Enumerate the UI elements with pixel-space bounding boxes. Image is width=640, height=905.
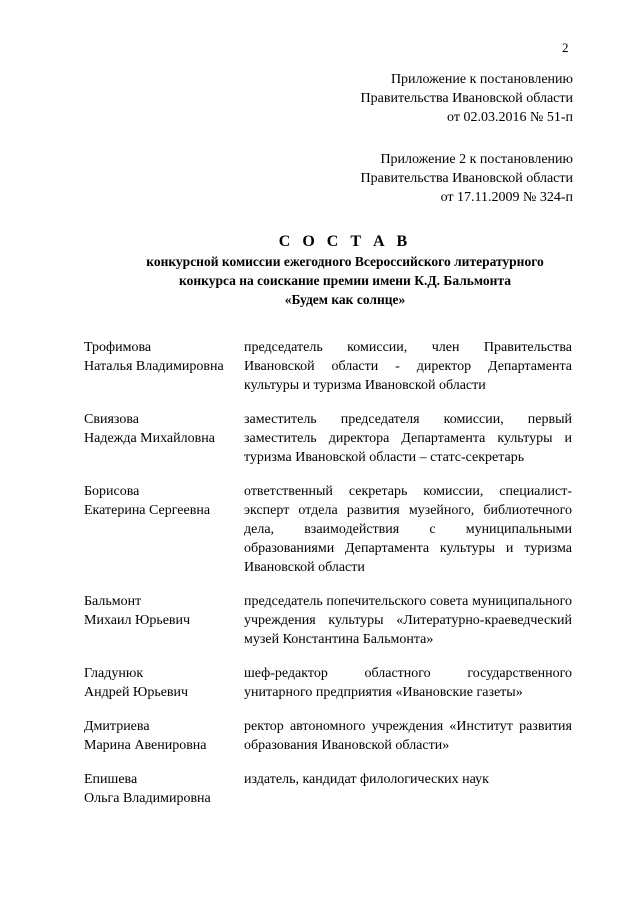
title-main: С О С Т А В <box>278 233 412 250</box>
member-name <box>84 717 244 755</box>
member-name <box>84 770 244 808</box>
member-role: председатель комиссии, член Правительства Ивановской области - директор Департамента культуры и туризма Ивановской области <box>244 340 572 393</box>
title-line-2: конкурса на соискание премии имени К.Д. Бальмонта <box>178 273 512 288</box>
member-surname: Трофимова <box>84 340 152 355</box>
appendix-2-line-2: Правительства Ивановской области <box>360 171 573 186</box>
member-row <box>84 770 572 808</box>
member-row <box>84 410 572 467</box>
member-row <box>84 338 572 395</box>
member-role: председатель попечительского совета муниципального учреждения культуры «Литературно-краеведческий музей Константина Бальмонта» <box>244 594 572 647</box>
member-surname: Свиязова <box>84 412 139 427</box>
member-given-name: Надежда Михайловна <box>84 431 215 446</box>
member-surname: Гладунюк <box>84 666 144 681</box>
member-given-name: Марина Авенировна <box>84 738 207 753</box>
member-surname: Борисова <box>84 484 140 499</box>
appendix-1-line-2: Правительства Ивановской области <box>360 91 573 106</box>
member-surname: Бальмонт <box>84 594 142 609</box>
member-role: ректор автономного учреждения «Институт развития образования Ивановской области» <box>244 719 572 753</box>
member-row <box>84 664 572 702</box>
member-name <box>84 664 244 702</box>
appendix-header-2 <box>361 150 573 207</box>
member-row <box>84 592 572 649</box>
member-row <box>84 482 572 577</box>
appendix-2-line-3: от 17.11.2009 № 324-п <box>440 190 573 205</box>
member-given-name: Андрей Юрьевич <box>84 685 189 700</box>
appendix-2-line-1: Приложение 2 к постановлению <box>380 152 573 167</box>
member-role: ответственный секретарь комиссии, специалист-эксперт отдела развития музейного, библиотечного дела, взаимодействия с муниципальными образованиями Департамента культуры и туризма Ивановской области <box>244 484 572 575</box>
appendix-header-1 <box>361 70 573 127</box>
title-subtitle <box>100 252 590 309</box>
member-given-name: Екатерина Сергеевна <box>84 503 211 518</box>
member-given-name: Ольга Владимировна <box>84 791 211 806</box>
member-given-name: Наталья Владимировна <box>84 359 224 374</box>
title-line-3: «Будем как солнце» <box>284 292 406 307</box>
member-surname: Епишева <box>84 772 138 787</box>
member-role: заместитель председателя комиссии, первый заместитель директора Департамента культуры и туризма Ивановской области – статс-секретарь <box>244 412 572 465</box>
page-number: 2 <box>562 40 569 55</box>
member-name <box>84 592 244 649</box>
member-role: шеф-редактор областного государственного унитарного предприятия «Ивановские газеты» <box>244 666 572 700</box>
appendix-1-line-3: от 02.03.2016 № 51-п <box>447 110 573 125</box>
member-given-name: Михаил Юрьевич <box>84 613 191 628</box>
document-title <box>100 232 590 309</box>
appendix-1-line-1: Приложение к постановлению <box>390 72 573 87</box>
member-name <box>84 410 244 467</box>
member-surname: Дмитриева <box>84 719 150 734</box>
title-line-1: конкурсной комиссии ежегодного Всероссийского литературного <box>146 254 544 269</box>
member-name <box>84 482 244 577</box>
commission-members-list <box>84 338 572 808</box>
member-role: издатель, кандидат филологических наук <box>244 772 489 787</box>
member-row <box>84 717 572 755</box>
member-name <box>84 338 244 395</box>
